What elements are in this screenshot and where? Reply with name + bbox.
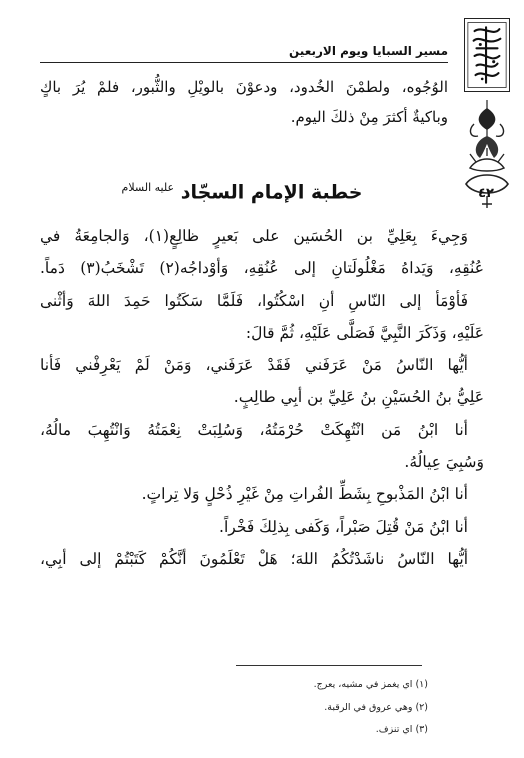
text-line: أنا ابْنُ مَنْ قُتِلَ صَبْراً، وَكَفى بِذلِكَ فَخْراً. (219, 517, 468, 536)
text-line: أيُّها النّاسُ مَنْ عَرَفَني فَقَدْ عَرَفَني، وَمَنْ لَمْ يَعْرِفْني فَأنا (40, 356, 468, 375)
text-line: وباكيةٌ أكثرَ مِنْ ذلكَ اليوم. (290, 108, 448, 126)
footnotes (40, 674, 428, 742)
running-header-title: مسير السبايا ويوم الاربعين (289, 44, 448, 58)
footnote: (٢) وهي عروق في الرقبة. (324, 701, 428, 713)
text-line: فَأوْمَأ إلى النّاسِ أنِ اسْكُتُوا، فَلَمَّا سَكَتُوا حَمِدَ اللهَ وَأثْنى (40, 291, 468, 310)
text-line: عُنُقِهِ، وَيَداهُ مَغْلُولَتانِ إلى عُنُقِهِ، وَأوْداجُه(٢) تَشْخَبُ(٣) دَماً. (40, 259, 484, 278)
intro-text (40, 72, 448, 132)
text-line: وَجِيءَ بِعَلِيِّ بن الحُسَين على بَعيرٍ ظالِعٍ(١)، وَالجامِعَةُ في (40, 227, 468, 245)
text-line: عَلِيُّ بنُ الحُسَيْنِ بنُ عَلِيِّ بن أبِي طالِبٍ. (233, 388, 484, 407)
text-line: أيُّها النّاسُ ناشَدْتُكُمُ اللهَ؛ هَلْ تَعْلَمُونَ أنَّكُمْ كَتَبْتُمْ إلى أبِي، (40, 549, 468, 568)
footnote: (١) اي يغمز في مشيه، يعرج. (313, 679, 428, 690)
honorific-mark: عليه السلام (121, 181, 175, 194)
text-line: أنا ابْنُ المَذْبوحِ بِشَطِّ الفُراتِ مِنْ غَيْرِ ذُحْلٍ وَلا تِراتٍ. (141, 485, 468, 504)
text-line: أنا ابْنُ مَن انْتُهِكَتْ حُرْمَتُهُ، وَسُلِبَتْ نِعْمَتُهُ وَانْتُهِبَ مالُهُ، (40, 420, 468, 439)
page-number: ٤٢ (478, 186, 494, 201)
footnote-divider (236, 665, 422, 666)
main-text (40, 220, 484, 575)
section-heading (40, 170, 444, 206)
calligraphy-seal-logo (464, 18, 510, 92)
calligraphy-seal-graphic (465, 19, 509, 91)
text-line: وَسُبِيَ عِيالُهُ. (404, 453, 484, 472)
text-line: الوُجُوه، ولطمْنَ الخُدود، ودعوْنَ بالويْلِ والثُّبور، فلمْ يُرَ باكٍ (40, 78, 448, 96)
footnote: (٣) اي تنزف. (375, 724, 428, 735)
section-heading-text: خطبة الإمام السجّاد (180, 181, 363, 204)
text-line: عَلَيْهِ، وَذَكَرَ النَّبِيَّ فَصَلَّى عَلَيْهِ، ثُمَّ قالَ: (245, 323, 484, 342)
running-header (40, 42, 448, 63)
margin-ornament-column (460, 18, 514, 208)
